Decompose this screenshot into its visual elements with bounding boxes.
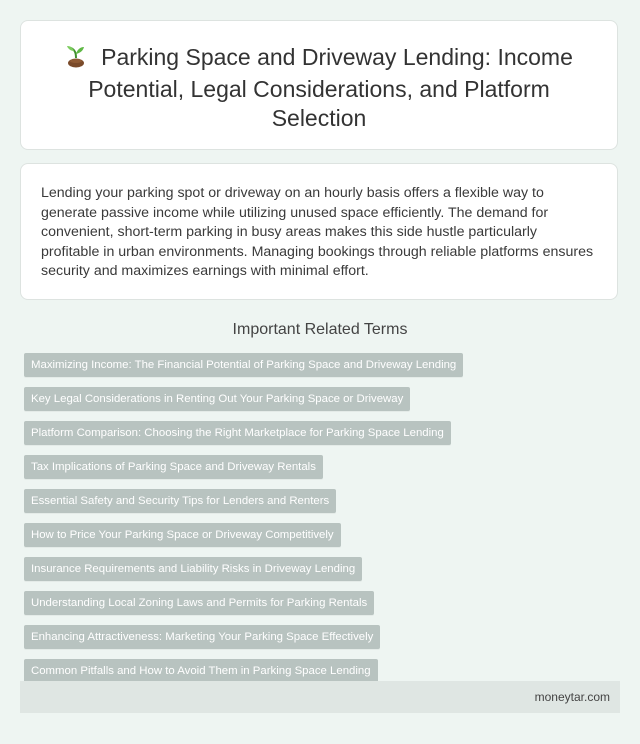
page-title [41, 43, 597, 133]
term-tag[interactable]: Common Pitfalls and How to Avoid Them in Parking Space Lending [24, 659, 378, 683]
intro-text: Lending your parking spot or driveway on an hourly basis offers a flexible way to generate passive income while utilizing unused space efficiently. The demand for convenient, short-term parking in busy areas makes this side hustle particularly profitable in urban environments. Managing bookings through reliable platforms ensures security and maximizes earnings with minimal effort. [41, 185, 594, 279]
term-tag[interactable]: Maximizing Income: The Financial Potential of Parking Space and Driveway Lending [24, 353, 463, 377]
term-tag[interactable]: Platform Comparison: Choosing the Right Marketplace for Parking Space Lending [24, 421, 451, 445]
title-text: Parking Space and Driveway Lending: Income Potential, Legal Considerations, and Platform Selection [88, 44, 573, 131]
related-terms-heading: Important Related Terms [232, 321, 408, 338]
footer-bar [20, 681, 620, 713]
term-tag[interactable]: Insurance Requirements and Liability Risks in Driveway Lending [24, 557, 362, 581]
term-tag[interactable]: Essential Safety and Security Tips for Lenders and Renters [24, 489, 336, 513]
related-terms-list [24, 353, 624, 693]
sprout-icon [65, 44, 87, 75]
term-tag[interactable]: How to Price Your Parking Space or Driveway Competitively [24, 523, 341, 547]
title-card [20, 20, 618, 150]
term-tag[interactable]: Enhancing Attractiveness: Marketing Your Parking Space Effectively [24, 625, 380, 649]
footer-site-link[interactable]: moneytar.com [534, 690, 610, 704]
term-tag[interactable]: Key Legal Considerations in Renting Out Your Parking Space or Driveway [24, 387, 410, 411]
intro-card [20, 163, 618, 300]
term-tag[interactable]: Tax Implications of Parking Space and Driveway Rentals [24, 455, 323, 479]
term-tag[interactable]: Understanding Local Zoning Laws and Permits for Parking Rentals [24, 591, 374, 615]
